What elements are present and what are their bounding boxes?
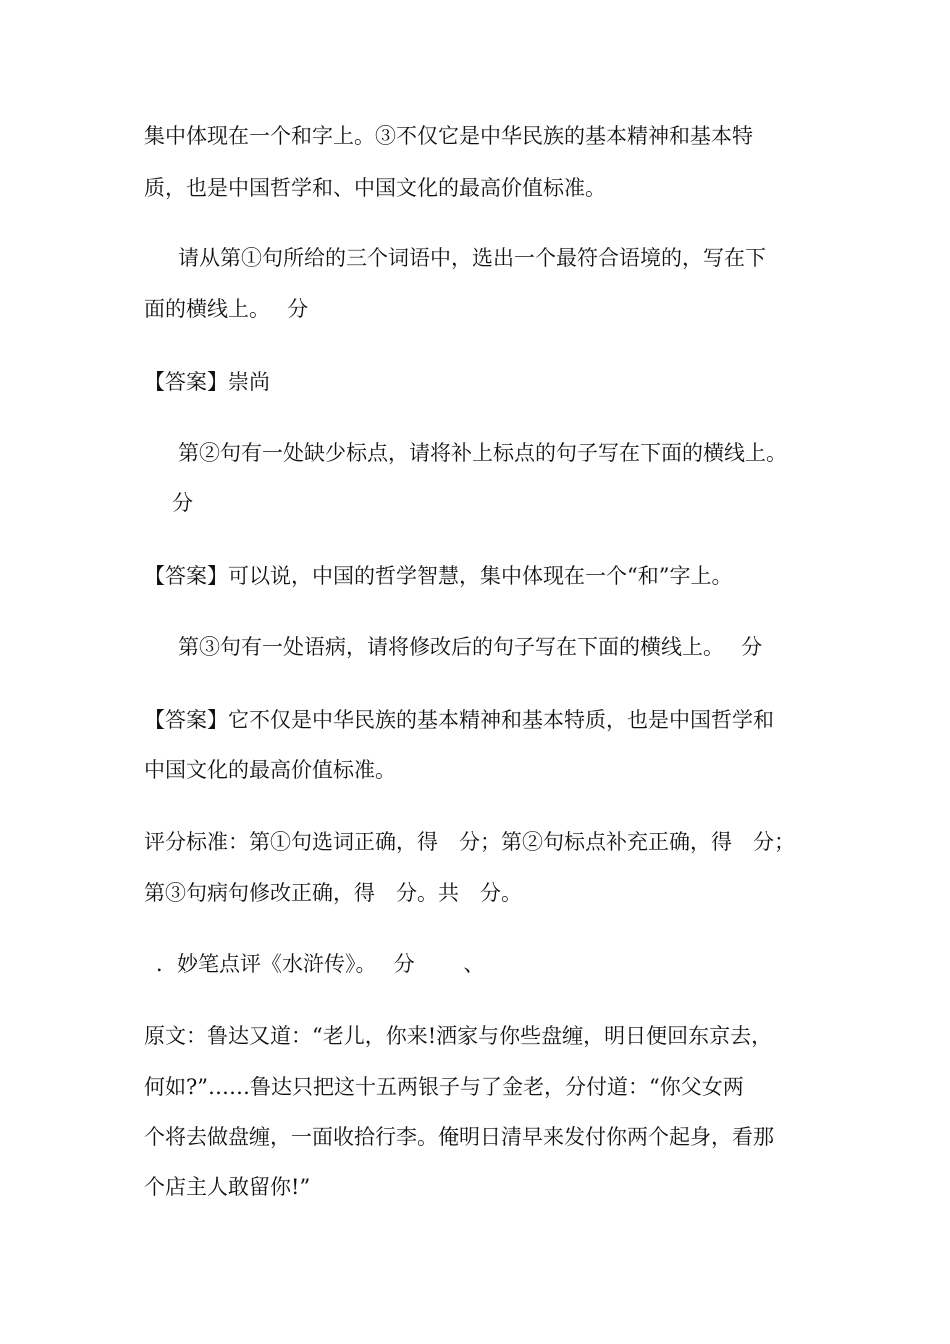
- answer-1: 【答案】崇尚: [144, 370, 270, 394]
- text-line-1: 集中体现在一个和字上。③不仅它是中华民族的基本精神和基本特: [144, 124, 753, 148]
- question-3: 第③句有一处语病，请将修改后的句子写在下面的横线上。 分: [178, 635, 763, 659]
- section-heading: ．妙笔点评《水浒传》。 分 、: [156, 952, 485, 976]
- original-text-line-2: 何如?”……鲁达只把这十五两银子与了金老，分付道：“你父女两: [144, 1075, 744, 1099]
- question-2-line-2: 分: [172, 491, 193, 515]
- original-text-line-4: 个店主人敢留你!”: [144, 1175, 311, 1199]
- question-2-line-1: 第②句有一处缺少标点，请将补上标点的句子写在下面的横线上。: [178, 441, 787, 465]
- question-1-line-1: 请从第①句所给的三个词语中，选出一个最符合语境的，写在下: [178, 246, 766, 270]
- scoring-criteria-line-1: 评分标准：第①句选词正确，得 分；第②句标点补充正确，得 分；: [144, 830, 795, 854]
- answer-3-line-1: 【答案】它不仅是中华民族的基本精神和基本特质，也是中国哲学和: [144, 708, 774, 732]
- answer-2: 【答案】可以说，中国的哲学智慧，集中体现在一个“和”字上。: [144, 564, 733, 588]
- original-text-line-1: 原文：鲁达又道：“老儿，你来!洒家与你些盘缠，明日便回东京去，: [144, 1024, 773, 1048]
- original-text-line-3: 个将去做盘缠，一面收拾行李。俺明日清早来发付你两个起身，看那: [144, 1125, 774, 1149]
- question-1-line-2: 面的横线上。 分: [144, 297, 309, 321]
- text-line-2: 质，也是中国哲学和、中国文化的最高价值标准。: [144, 176, 606, 200]
- scoring-criteria-line-2: 第③句病句修改正确，得 分。共 分。: [144, 881, 522, 905]
- answer-3-line-2: 中国文化的最高价值标准。: [144, 758, 396, 782]
